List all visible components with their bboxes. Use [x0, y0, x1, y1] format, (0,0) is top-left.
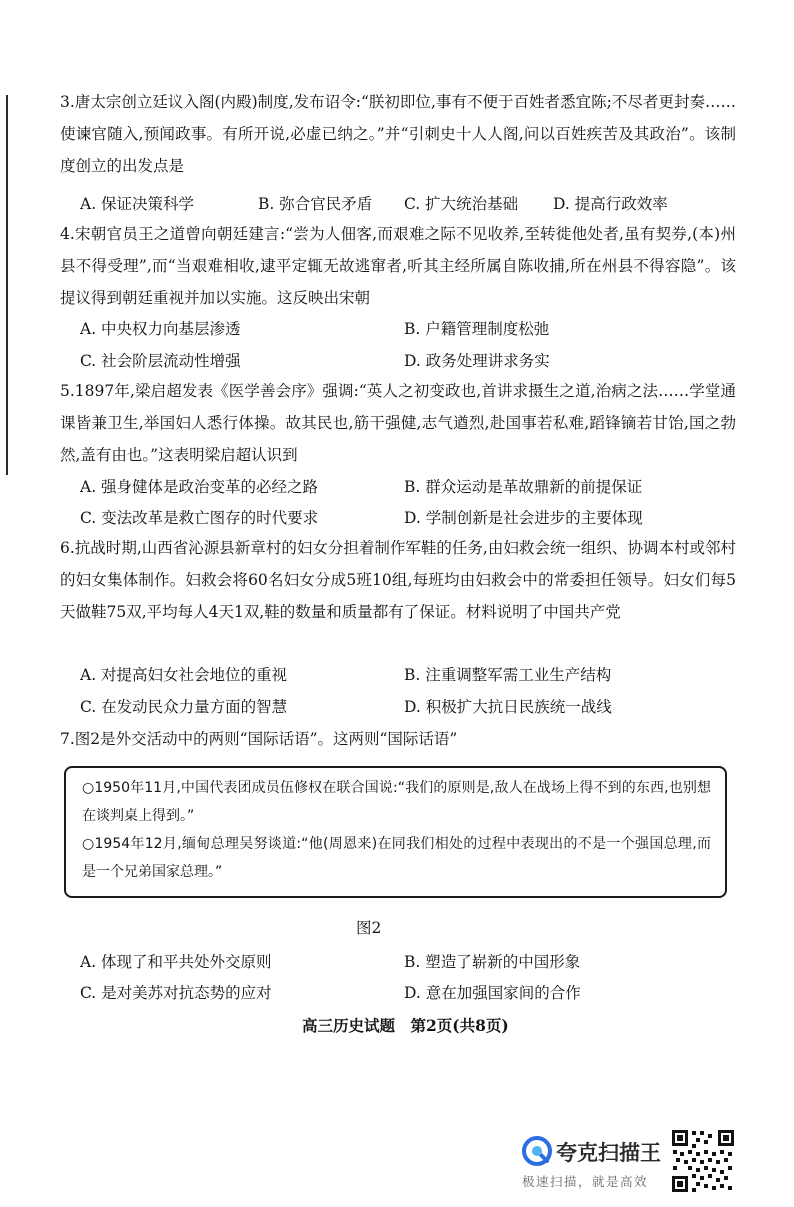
question-5-option-b: B. 群众运动是革故鼎新的前提保证: [404, 478, 643, 496]
scanner-brand-name: 夸克扫描王: [556, 1141, 661, 1165]
question-3-stem: 3.唐太宗创立廷议入阁(内殿)制度,发布诏令:“朕初即位,事有不便于百姓者悉宜陈;不尽者更封奏……使谏官随入,预闻政事。有所开说,必虚已纳之。”并“引刺史十人人阁,问以百姓疾苦及其政治”。该制度创立的出发点是: [60, 93, 736, 175]
question-7-option-d: D. 意在加强国家间的合作: [404, 984, 581, 1002]
question-7-option-c: C. 是对美苏对抗态势的应对: [80, 984, 272, 1002]
question-4-stem: 4.宋朝官员王之道曾向朝廷建言:“尝为人佃客,而艰难之际不见收养,至转徙他处者,虽有契券,(本)州县不得受理”,而“当艰难相收,逮平定辄无故逃窜者,听其主经所属自陈收捕,所在州县不得容隐”。该提议得到朝廷重视并加以实施。这反映出宋朝: [60, 225, 736, 307]
question-3-option-c: C. 扩大统治基础: [404, 195, 519, 213]
question-5-option-c: C. 变法改革是救亡图存的时代要求: [80, 509, 319, 527]
question-6-option-a: A. 对提高妇女社会地位的重视: [80, 666, 288, 684]
question-6-option-c: C. 在发动民众力量方面的智慧: [80, 698, 288, 716]
question-3-option-b: B. 弥合官民矛盾: [258, 195, 373, 213]
question-6-option-b: B. 注重调整军需工业生产结构: [404, 666, 612, 684]
quark-logo-icon: [522, 1136, 552, 1166]
question-5-option-d: D. 学制创新是社会进步的主要体现: [404, 509, 643, 527]
question-3-option-a: A. 保证决策科学: [80, 195, 195, 213]
page-footer: 高三历史试题 第2页(共8页): [302, 1016, 509, 1035]
figure-quote-2: ○1954年12月,缅甸总理吴努谈道:“他(周恩来)在同我们相处的过程中表现出的不是一个强国总理,而是一个兄弟国家总理。”: [82, 836, 711, 880]
question-6-option-d: D. 积极扩大抗日民族统一战线: [404, 698, 612, 716]
scanner-slogan: 极速扫描，就是高效: [522, 1174, 649, 1189]
question-4-option-a: A. 中央权力向基层渗透: [80, 320, 241, 338]
question-7-stem: 7.图2是外交活动中的两则“国际话语”。这两则“国际话语”: [60, 730, 458, 748]
question-6-stem: 6.抗战时期,山西省沁源县新章村的妇女分担着制作军鞋的任务,由妇救会统一组织、协调本村或邻村的妇女集体制作。妇救会将60名妇女分成5班10组,每班均由妇救会中的常委担任领导。妇女们每5天做鞋75双,平均每人4天1双,鞋的数量和质量都有了保证。材料说明了中国共产党: [60, 539, 736, 621]
question-4-option-b: B. 户籍管理制度松弛: [404, 320, 550, 338]
question-3-option-d: D. 提高行政效率: [553, 195, 668, 213]
binding-margin-line: [6, 95, 8, 475]
scanner-watermark: [520, 1128, 670, 1188]
question-7-option-b: B. 塑造了崭新的中国形象: [404, 953, 581, 971]
figure-2-quote-box: [64, 766, 727, 898]
question-7-option-a: A. 体现了和平共处外交原则: [80, 953, 272, 971]
question-4-option-c: C. 社会阶层流动性增强: [80, 352, 241, 370]
question-4-option-d: D. 政务处理讲求务实: [404, 352, 550, 370]
question-5-option-a: A. 强身健体是政治变革的必经之路: [80, 478, 319, 496]
question-5-stem: 5.1897年,梁启超发表《医学善会序》强调:“英人之初变政也,首讲求摄生之道,治病之法……学堂通课皆兼卫生,举国妇人悉行体操。故其民也,筋干强健,志气遒烈,赴国事若私难,蹈锋镝若甘饴,国之勃然,盖有由也。”这表明梁启超认识到: [60, 382, 736, 464]
qr-code-icon: [670, 1128, 736, 1194]
figure-caption: 图2: [356, 919, 382, 937]
figure-quote-1: ○1950年11月,中国代表团成员伍修权在联合国说:“我们的原则是,敌人在战场上得不到的东西,也别想在谈判桌上得到。”: [82, 780, 711, 824]
